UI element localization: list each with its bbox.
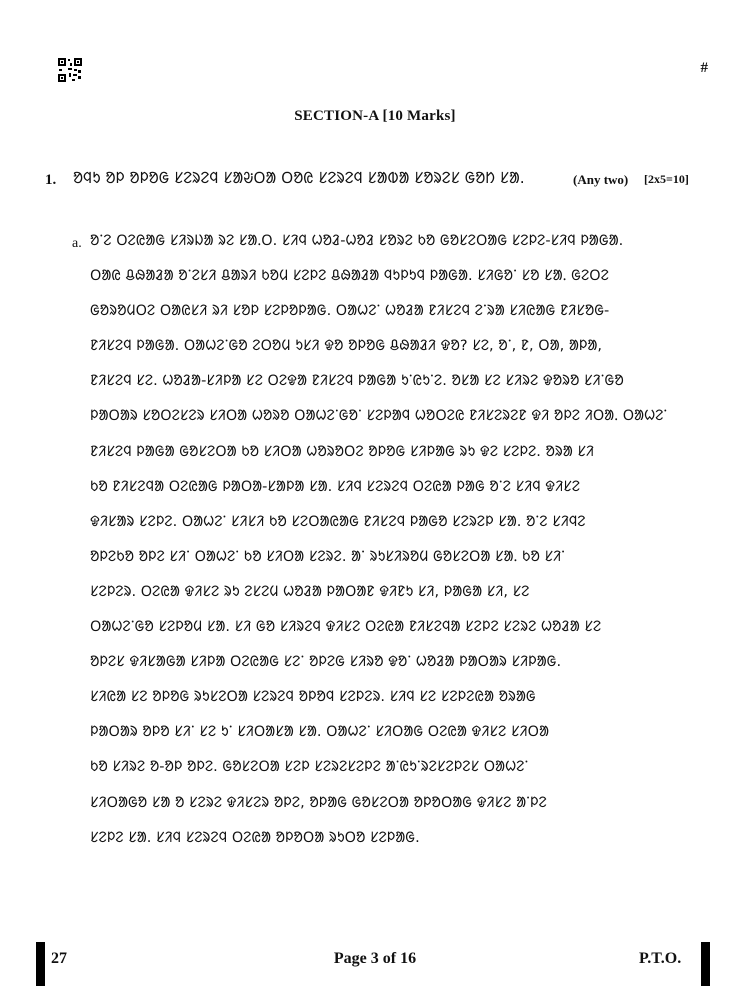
passage-line: ᱠᱚ ᱥᱤᱨᱮ ᱚ-ᱚᱞ ᱚᱞᱮ. ᱜᱚᱥᱮᱛᱟ ᱥᱮᱞ ᱥᱮᱨᱮᱥᱮᱞᱮ ᱟᱸᱭᱩᱸᱨᱮᱥᱮᱞᱮᱥ ᱛᱟᱦᱮᱸ <box>90 759 529 776</box>
passage-line: ᱥᱮᱞᱮᱨ. ᱛᱮᱭᱟ ᱫᱤᱥᱮ ᱨᱩ ᱮᱥᱮᱢ ᱦᱚᱲᱟ ᱞᱟᱛᱟᱱ ᱫᱤᱱᱩ ᱥᱤ, ᱞᱟᱜᱟ ᱥᱤ, ᱥᱮ <box>90 583 530 600</box>
passage-line: ᱥᱤᱭᱟ ᱥᱮ ᱚᱞᱚᱜ ᱨᱩᱥᱮᱛᱟ ᱥᱮᱨᱮᱧ ᱚᱞᱚᱧ ᱥᱮᱞᱮᱨ. ᱥᱤᱧ ᱥᱮ ᱥᱮᱞᱮᱭᱟ ᱚᱨᱟᱜ <box>90 689 536 706</box>
pto-label: P.T.O. <box>639 950 682 967</box>
qr-code-icon <box>57 57 83 83</box>
paper-code: 27 <box>51 950 67 967</box>
page-number: Page 3 of 16 <box>333 950 417 967</box>
passage-line: ᱛᱟᱭ ᱪᱷᱟᱲᱟ ᱚᱸᱮᱥᱤ ᱪᱟᱨᱤ ᱠᱚᱢ ᱥᱮᱞᱮ ᱪᱷᱟᱲᱟ ᱧᱩᱞᱩᱧ ᱞᱟᱜᱟ. ᱥᱤᱜᱚᱸ ᱥᱚ ᱥᱟᱹ ᱜᱮᱛᱮ <box>90 268 609 285</box>
question-note: (Any two) <box>573 172 629 187</box>
passage-paragraph <box>90 224 705 856</box>
section-title: SECTION-A [10 Marks] <box>294 108 456 124</box>
passage-line: ᱫᱤᱥᱟᱨ ᱥᱮᱞᱮ. ᱛᱟᱦᱮᱸ ᱥᱤᱥᱤ ᱠᱚ ᱥᱮᱛᱟᱭᱟᱜ ᱱᱤᱥᱮᱧ ᱞᱟᱜᱚ ᱥᱮᱨᱮᱞ ᱥᱟ. ᱚᱸᱮ ᱥᱤᱧᱮ <box>90 513 586 530</box>
passage-line: ᱥᱤᱛᱟᱜᱚ ᱥᱟ ᱚ ᱥᱮᱨᱮ ᱫᱤᱥᱮᱨ ᱚᱞᱮ, ᱚᱞᱟᱜ ᱜᱚᱥᱮᱛᱟ ᱚᱞᱚᱛᱟᱜ ᱫᱤᱥᱮ ᱟᱸᱞᱮ <box>90 794 547 811</box>
passage-line: ᱞᱟᱛᱟᱨ ᱥᱚᱛᱮᱥᱮᱨ ᱥᱤᱛᱟ ᱦᱚᱨᱚ ᱛᱟᱦᱮᱸᱜᱚᱸ ᱥᱮᱞᱟᱧ ᱦᱚᱛᱮᱭ ᱱᱤᱥᱮᱨᱮᱱ ᱫᱤ ᱚᱞᱮ ᱤᱛᱟᱹ ᱛᱟᱦᱮᱸ <box>90 408 668 425</box>
passage-line: ᱞᱟᱛᱟᱨ ᱚᱞᱚ ᱥᱤᱸ ᱥᱮ ᱩᱸ ᱥᱤᱛᱟᱥᱟ ᱥᱟ. ᱛᱟᱦᱮᱸ ᱥᱤᱛᱟᱜ ᱛᱮᱭᱟ ᱫᱤᱥᱮ ᱥᱤᱛᱟ <box>90 724 549 741</box>
passage-line: ᱚᱞᱮᱥ ᱫᱤᱥᱟᱜᱟ ᱥᱤᱞᱟ ᱛᱮᱭᱟᱜ ᱥᱮᱸ ᱚᱞᱮᱜ ᱥᱤᱨᱚ ᱫᱚᱸ ᱦᱚᱲᱟ ᱞᱟᱛᱟᱨ ᱥᱤᱞᱟᱜ. <box>90 654 562 671</box>
passage-line: ᱜᱚᱨᱚᱢᱛᱮ ᱛᱟᱭᱥᱤ ᱨᱤ ᱥᱚᱞ ᱥᱮᱞᱚᱞᱟᱜ. ᱛᱟᱦᱮᱸ ᱦᱚᱲᱟ ᱱᱤᱥᱮᱧ ᱮᱸᱨᱟ ᱥᱤᱭᱟᱜ ᱱᱤᱥᱚᱜ- <box>90 303 610 320</box>
passage-line: ᱚᱸᱮ ᱛᱮᱭᱟᱜ ᱥᱤᱨᱡᱟ ᱨᱮ ᱥᱟᱹᱛ. ᱥᱤᱧ ᱦᱚᱲ-ᱦᱚᱲ ᱥᱚᱨᱮ ᱠᱚ ᱜᱚᱥᱮᱛᱟᱜ ᱥᱮᱞᱮ-ᱥᱤᱧ ᱞᱟᱜᱟ. <box>90 233 624 249</box>
question-number: 1. <box>45 172 57 188</box>
passage-line: ᱠᱚ ᱱᱤᱥᱮᱧᱟ ᱛᱮᱭᱟᱜ ᱞᱟᱛᱟ-ᱥᱟᱞᱟ ᱥᱟ. ᱥᱤᱧ ᱥᱮᱨᱮᱧ ᱛᱮᱭᱟ ᱞᱟᱜ ᱚᱸᱮ ᱥᱤᱧ ᱫᱤᱥᱮ <box>90 478 581 495</box>
passage-line: ᱱᱤᱥᱮᱧ ᱞᱟᱜᱟ ᱜᱚᱥᱮᱛᱟ ᱠᱚ ᱥᱤᱛᱟ ᱦᱚᱨᱚᱛᱮ ᱚᱞᱚᱜ ᱥᱤᱞᱟᱜ ᱨᱩ ᱫᱮ ᱥᱮᱞᱮ. ᱚᱨᱟ ᱥᱤ <box>90 443 595 460</box>
passage-line: ᱚᱞᱮᱠᱚ ᱚᱞᱮ ᱥᱤᱸ ᱛᱟᱦᱮᱸ ᱠᱚ ᱥᱤᱛᱟ ᱥᱮᱨᱮ. ᱟᱸ ᱨᱩᱥᱤᱨᱚᱢ ᱜᱚᱥᱮᱛᱟ ᱥᱟᱹ ᱠᱚ ᱥᱤᱸ <box>90 548 565 565</box>
footer-bar-right <box>701 942 710 986</box>
passage-line: ᱱᱤᱥᱮᱧ ᱥᱮ. ᱦᱚᱲᱟ-ᱥᱤᱞᱟ ᱥᱮ ᱛᱮᱫᱟ ᱱᱤᱥᱮᱧ ᱞᱟᱜᱟ ᱩᱸᱭᱩᱸᱮ. ᱚᱥᱟ ᱥᱮ ᱥᱤᱨᱮ ᱫᱚᱨᱚ ᱥᱤᱸᱜᱚ <box>90 373 624 390</box>
passage-line: ᱛᱟᱦᱮᱸᱜᱚ ᱥᱮᱞᱚᱢ ᱥᱟ. ᱥᱤ ᱜᱚ ᱥᱤᱨᱮᱧ ᱫᱤᱥᱮ ᱛᱮᱭᱟ ᱱᱤᱥᱮᱧᱟ ᱥᱮᱞᱮ ᱥᱮᱨᱮ ᱦᱚᱲᱟ ᱥᱮ <box>90 619 602 636</box>
question-marks: [2x5=10] <box>644 172 689 186</box>
passage-line: ᱱᱤᱥᱮᱧ ᱞᱟᱜᱟ. ᱛᱟᱦᱮᱸᱜᱚ ᱮᱛᱚᱢ ᱩᱥᱤ ᱫᱚ ᱚᱞᱚᱜ ᱪᱷᱟᱲᱤ ᱫᱚ? ᱥᱮ, ᱚᱸ, ᱱ, ᱛᱟ, ᱟᱞᱟ, <box>90 338 602 355</box>
sub-question-label: a. <box>72 236 82 251</box>
passage-line: ᱥᱮᱞᱮ ᱥᱟ. ᱥᱤᱧ ᱥᱮᱨᱮᱧ ᱛᱮᱭᱟ ᱚᱞᱚᱛᱟ ᱨᱩᱛᱚ ᱥᱮᱞᱟᱜ. <box>90 829 420 846</box>
corner-mark: # <box>700 60 708 76</box>
question-text: ᱚᱧᱩ ᱚᱞ ᱚᱞᱚᱜ ᱥᱮᱨᱮᱧ ᱥᱟᱶᱛᱟ ᱛᱚᱭ ᱥᱮᱨᱮᱧ ᱥᱟᱵᱟ ᱥᱚᱨᱮᱥ ᱜᱚᱴ ᱥᱟ. <box>73 169 525 187</box>
